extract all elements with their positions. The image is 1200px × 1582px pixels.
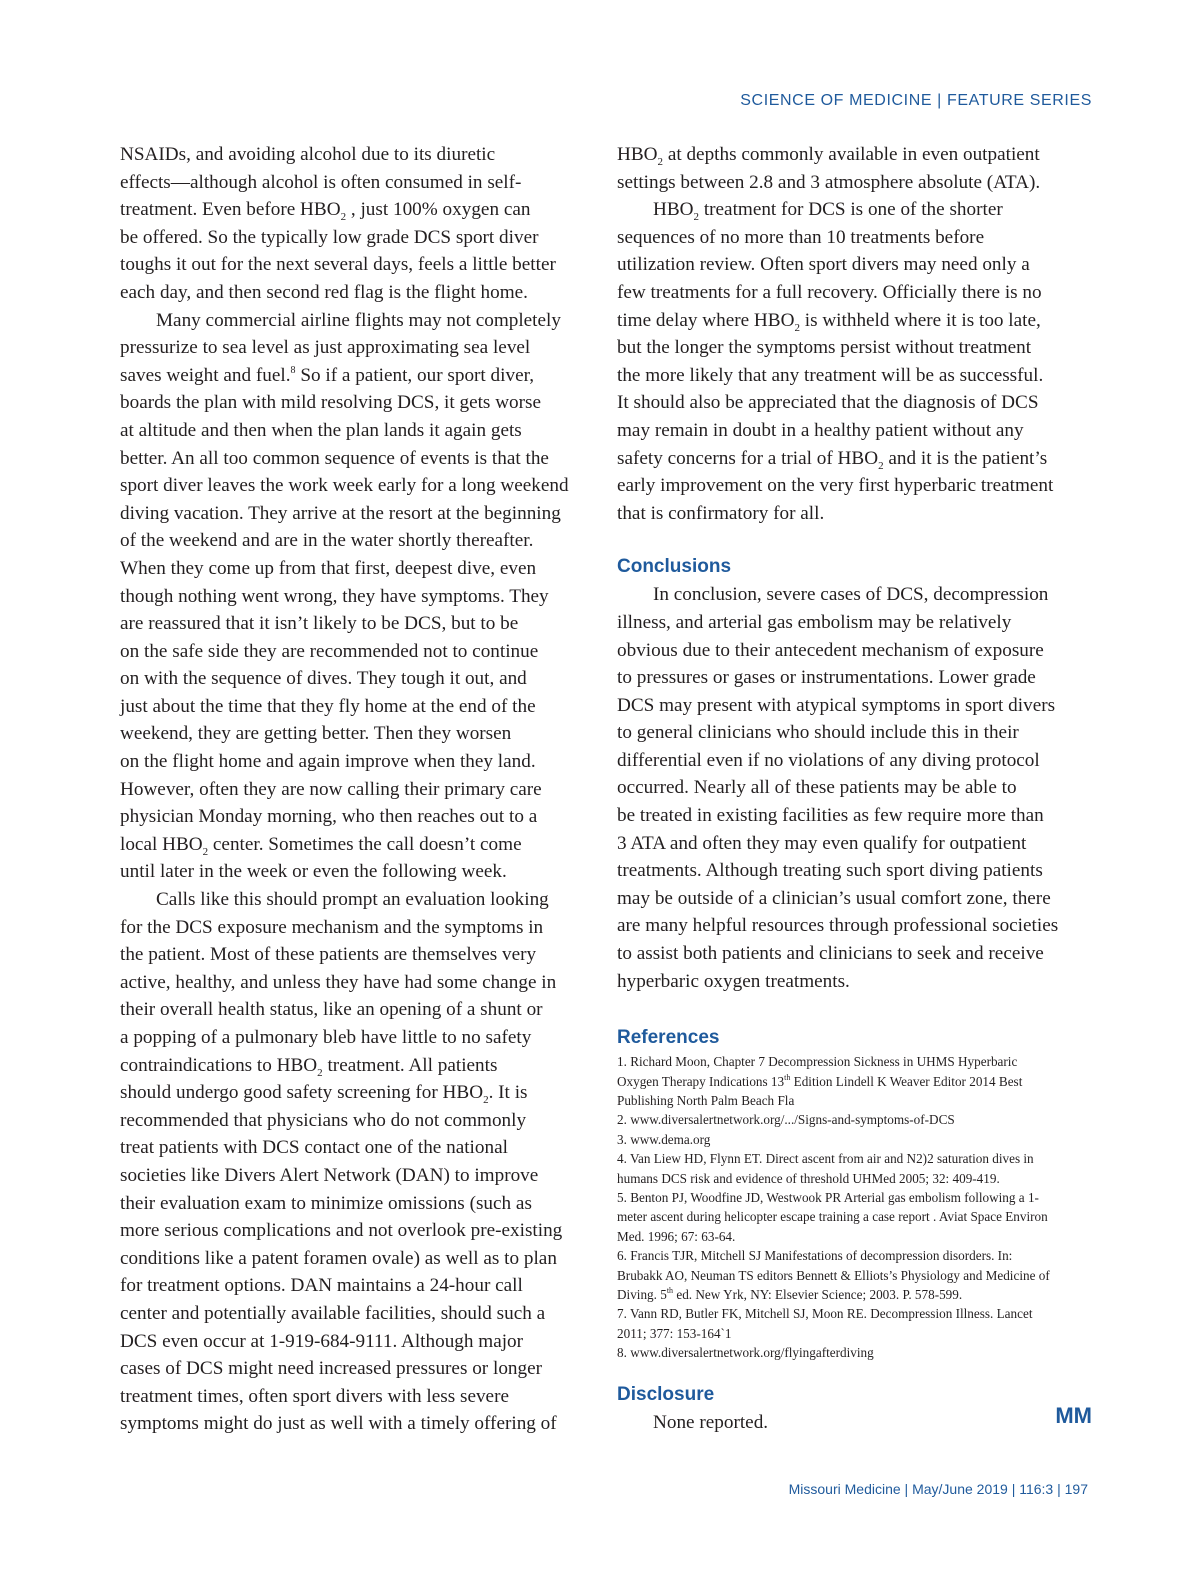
- text-span: few treatments for a full recovery. Officially there is no: [617, 281, 1042, 303]
- text-span: HBO: [653, 199, 694, 221]
- subscript: 2: [794, 321, 800, 334]
- text-span: center and potentially available facilities, should such a: [120, 1302, 546, 1324]
- text-span: physician Monday morning, who then reaches out to a: [120, 806, 538, 828]
- text-span: utilization review. Often sport divers may need only a: [617, 254, 1030, 276]
- text-line: [120, 665, 590, 693]
- text-span: the patient. Most of these patients are themselves very: [120, 944, 537, 966]
- reference-item: [617, 1246, 1092, 1304]
- text-span: DCS may present with atypical symptoms in sport divers: [617, 694, 1056, 716]
- text-line: [120, 472, 590, 500]
- text-line: [120, 251, 590, 279]
- text-line: [120, 914, 590, 942]
- text-span: of the weekend and are in the water shortly thereafter.: [120, 530, 534, 552]
- text-span: may be outside of a clinician’s usual comfort zone, there: [617, 887, 1051, 909]
- text-line: [120, 583, 590, 611]
- text-span: early improvement on the very first hyperbaric treatment: [617, 475, 1054, 497]
- text-line: [120, 279, 590, 307]
- text-span: humans DCS risk and evidence of threshold UHMed 2005; 32: 409-419.: [617, 1170, 1000, 1186]
- superscript: th: [784, 1072, 791, 1082]
- disclosure-text: None reported.: [653, 1412, 769, 1434]
- text-line: [120, 1300, 590, 1328]
- text-line: [617, 747, 1092, 775]
- text-line: [120, 1383, 590, 1411]
- subscript: 2: [693, 211, 700, 224]
- text-line: [120, 1079, 590, 1107]
- reference-item: [617, 1110, 1092, 1129]
- subscript: 2: [340, 211, 347, 224]
- references-heading: References: [617, 1027, 720, 1049]
- text-span: each day, and then second red flag is the flight home.: [120, 281, 528, 303]
- text-span: 8. www.diversalertnetwork.org/flyingafterdiving: [617, 1345, 874, 1361]
- text-line: [120, 610, 590, 638]
- text-span: more serious complications and not overlook pre-existing: [120, 1220, 563, 1242]
- right-column-intro: [617, 141, 1092, 527]
- text-line: [617, 940, 1092, 968]
- text-span: symptoms might do just as well with a timely offering of: [120, 1413, 557, 1435]
- reference-item: [617, 1052, 1092, 1110]
- text-line: [617, 472, 1092, 500]
- text-span: treatment. Even before HBO: [120, 199, 341, 221]
- text-span: sequences of no more than 10 treatments before: [617, 226, 985, 248]
- text-span: but the longer the symptoms persist without treatment: [617, 337, 1032, 359]
- text-span: treatments. Although treating such sport diving patients: [617, 860, 1043, 882]
- reference-line: [617, 1207, 1092, 1226]
- text-span: to pressures or gases or instrumentations. Lower grade: [617, 667, 1036, 689]
- text-line: [120, 803, 590, 831]
- text-line: [120, 417, 590, 445]
- mm-logo: MM: [1055, 1403, 1092, 1428]
- reference-line: [617, 1324, 1092, 1343]
- text-span: recommended that physicians who do not commonly: [120, 1109, 527, 1131]
- text-span: that is confirmatory for all.: [617, 502, 825, 524]
- text-span: toughs it out for the next several days, feels a little better: [120, 254, 556, 276]
- text-span: 4. Van Liew HD, Flynn ET. Direct ascent from air and N2)2 saturation dives in: [617, 1151, 1034, 1167]
- text-span: local HBO: [120, 833, 203, 855]
- superscript: 8: [290, 364, 296, 376]
- text-span: ed. New Yrk, NY: Elsevier Science; 2003. P. 578-599.: [673, 1286, 963, 1302]
- reference-line: [617, 1304, 1092, 1323]
- text-line: [617, 251, 1092, 279]
- text-span: active, healthy, and unless they have had some change in: [120, 971, 557, 993]
- text-line: [120, 638, 590, 666]
- reference-line: [617, 1052, 1092, 1071]
- text-span: , just 100% oxygen can: [346, 199, 531, 221]
- text-span: center. Sometimes the call doesn’t come: [208, 833, 522, 855]
- text-span: Edition Lindell K Weaver Editor 2014 Best: [790, 1073, 1023, 1089]
- text-line: [120, 555, 590, 583]
- reference-line: [617, 1285, 1092, 1304]
- text-line: [120, 996, 590, 1024]
- text-span: on with the sequence of dives. They tough it out, and: [120, 668, 527, 690]
- text-span: time delay where HBO: [617, 309, 795, 331]
- text-span: When they come up from that first, deepest dive, even: [120, 557, 537, 579]
- text-span: conditions like a patent foramen ovale) as well as to plan: [120, 1247, 557, 1269]
- reference-line: [617, 1149, 1092, 1168]
- reference-item: [617, 1188, 1092, 1246]
- text-span: 7. Vann RD, Butler FK, Mitchell SJ, Moon RE. Decompression Illness. Lancet: [617, 1306, 1033, 1322]
- text-span: It should also be appreciated that the diagnosis of DCS: [617, 392, 1039, 414]
- text-line: [617, 664, 1092, 692]
- text-span: So if a patient, our sport diver,: [295, 364, 535, 386]
- text-span: to general clinicians who should include this in their: [617, 722, 1019, 744]
- text-span: . It is: [488, 1082, 528, 1104]
- reference-line: [617, 1091, 1092, 1110]
- text-line: [120, 1134, 590, 1162]
- text-span: for the DCS exposure mechanism and the symptoms in: [120, 916, 544, 938]
- text-span: Many commercial airline flights may not completely: [156, 309, 561, 331]
- subscript: 2: [483, 1094, 489, 1107]
- text-line: [617, 417, 1092, 445]
- text-line: [120, 693, 590, 721]
- text-span: settings between 2.8 and 3 atmosphere absolute (ATA).: [617, 171, 1041, 193]
- text-line: [120, 1410, 590, 1438]
- text-span: saves weight and fuel.: [120, 364, 291, 386]
- text-span: are reassured that it isn’t likely to be DCS, but to be: [120, 613, 519, 635]
- superscript: th: [666, 1285, 674, 1295]
- text-line: [120, 169, 590, 197]
- text-line: [120, 1217, 590, 1245]
- text-line: [120, 776, 590, 804]
- text-line: [617, 857, 1092, 885]
- text-span: on the flight home and again improve when they land.: [120, 751, 536, 773]
- text-span: Oxygen Therapy Indications 13: [617, 1073, 785, 1089]
- text-span: differential even if no violations of any diving protocol: [617, 749, 1040, 771]
- text-line: [120, 969, 590, 997]
- text-span: diving vacation. They arrive at the resort at the beginning: [120, 502, 561, 524]
- text-line: [120, 941, 590, 969]
- running-head: SCIENCE OF MEDICINE | FEATURE SERIES: [740, 92, 1092, 109]
- text-line: [617, 141, 1092, 169]
- text-line: [120, 334, 590, 362]
- text-span: In conclusion, severe cases of DCS, decompression: [653, 584, 1049, 606]
- text-span: at altitude and then when the plan lands it again gets: [120, 419, 522, 441]
- text-span: HBO: [617, 144, 658, 165]
- text-span: treat patients with DCS contact one of the national: [120, 1137, 508, 1159]
- text-line: [617, 885, 1092, 913]
- text-span: effects—although alcohol is often consumed in self-: [120, 171, 522, 193]
- text-span: at depths commonly available in even outpatient: [663, 144, 1040, 165]
- text-span: illness, and arterial gas embolism may be relatively: [617, 611, 1012, 633]
- disclosure-heading: Disclosure: [617, 1384, 715, 1406]
- text-span: just about the time that they fly home at the end of the: [120, 695, 536, 717]
- text-line: [617, 334, 1092, 362]
- subscript: 2: [317, 1066, 323, 1079]
- text-line: [120, 1162, 590, 1190]
- right-column: [617, 141, 1092, 1437]
- text-line: [617, 968, 1092, 996]
- text-span: treatment for DCS is one of the shorter: [699, 199, 1003, 221]
- text-span: sport diver leaves the work week early for a long weekend: [120, 475, 569, 497]
- reference-line: [617, 1072, 1092, 1091]
- reference-item: [617, 1130, 1092, 1149]
- text-span: societies like Divers Alert Network (DAN) to improve: [120, 1164, 539, 1186]
- text-line: [120, 141, 590, 169]
- text-span: and it is the patient’s: [883, 447, 1048, 469]
- reference-line: [617, 1266, 1092, 1285]
- text-line: [120, 1107, 590, 1135]
- text-span: better. An all too common sequence of events is that the: [120, 447, 549, 469]
- text-line: [120, 720, 590, 748]
- subscript: 2: [657, 156, 664, 168]
- text-span: boards the plan with mild resolving DCS, it gets worse: [120, 392, 542, 414]
- text-line: [120, 362, 590, 390]
- text-line: [120, 389, 590, 417]
- text-line: [617, 169, 1092, 197]
- text-line: [120, 307, 590, 335]
- text-line: [120, 1355, 590, 1383]
- text-span: to assist both patients and clinicians to seek and receive: [617, 943, 1044, 965]
- text-line: [120, 1245, 590, 1273]
- reference-item: [617, 1343, 1092, 1362]
- text-span: hyperbaric oxygen treatments.: [617, 970, 850, 992]
- text-span: 3. www.dema.org: [617, 1131, 711, 1147]
- text-span: though nothing went wrong, they have symptoms. They: [120, 585, 549, 607]
- text-span: 6. Francis TJR, Mitchell SJ Manifestations of decompression disorders. In:: [617, 1248, 1013, 1264]
- text-span: for treatment options. DAN maintains a 24-hour call: [120, 1275, 523, 1297]
- references-list: [617, 1052, 1092, 1362]
- text-line: [617, 912, 1092, 940]
- text-line: [617, 307, 1092, 335]
- text-line: [617, 362, 1092, 390]
- text-line: [617, 609, 1092, 637]
- text-line: [617, 500, 1092, 528]
- text-span: their overall health status, like an opening of a shunt or: [120, 999, 543, 1021]
- text-line: [617, 637, 1092, 665]
- text-span: 5. Benton PJ, Woodfine JD, Westwook PR Arterial gas embolism following a 1-: [617, 1189, 1039, 1205]
- text-span: 2011; 377: 153-164`1: [617, 1325, 732, 1341]
- text-span: contraindications to HBO: [120, 1054, 318, 1076]
- text-span: on the safe side they are recommended not to continue: [120, 640, 539, 662]
- text-span: 1. Richard Moon, Chapter 7 Decompression Sickness in UHMS Hyperbaric: [617, 1054, 1018, 1070]
- text-span: 3 ATA and often they may even qualify for outpatient: [617, 832, 1027, 854]
- text-span: the more likely that any treatment will be as successful.: [617, 364, 1044, 386]
- text-span: is withheld where it is too late,: [799, 309, 1041, 331]
- text-line: [120, 858, 590, 886]
- text-line: [617, 279, 1092, 307]
- text-span: Publishing North Palm Beach Fla: [617, 1093, 795, 1108]
- text-line: [617, 692, 1092, 720]
- text-line: [120, 224, 590, 252]
- text-line: [617, 802, 1092, 830]
- reference-line: [617, 1343, 1092, 1362]
- text-line: [120, 1052, 590, 1080]
- text-span: a popping of a pulmonary bleb have little to no safety: [120, 1027, 532, 1048]
- text-span: may remain in doubt in a healthy patient without any: [617, 419, 1024, 441]
- left-column-body: [120, 141, 590, 1438]
- reference-line: [617, 1188, 1092, 1207]
- text-span: are many helpful resources through professional societies: [617, 915, 1059, 937]
- reference-item: [617, 1304, 1092, 1343]
- text-span: until later in the week or even the following week.: [120, 861, 507, 883]
- text-span: Med. 1996; 67: 63-64.: [617, 1228, 736, 1244]
- text-span: NSAIDs, and avoiding alcohol due to its diuretic: [120, 144, 496, 165]
- text-line: [120, 831, 590, 859]
- text-line: [120, 196, 590, 224]
- reference-line: [617, 1246, 1092, 1265]
- text-span: occurred. Nearly all of these patients may be able to: [617, 777, 1017, 799]
- text-span: be treated in existing facilities as few require more than: [617, 805, 1044, 827]
- text-line: [120, 1328, 590, 1356]
- text-span: Calls like this should prompt an evaluation looking: [156, 889, 549, 911]
- conclusions-heading: Conclusions: [617, 556, 732, 578]
- text-span: be offered. So the typically low grade DCS sport diver: [120, 226, 539, 248]
- text-line: [120, 500, 590, 528]
- reference-item: [617, 1149, 1092, 1188]
- text-span: cases of DCS might need increased pressures or longer: [120, 1358, 543, 1380]
- text-span: pressurize to sea level as just approximating sea level: [120, 337, 531, 359]
- text-line: [617, 196, 1092, 224]
- text-line: [617, 719, 1092, 747]
- text-line: [617, 830, 1092, 858]
- text-line: [120, 1190, 590, 1218]
- reference-line: [617, 1227, 1092, 1246]
- text-span: should undergo good safety screening for HBO: [120, 1082, 484, 1104]
- conclusions-body: [617, 581, 1092, 995]
- text-span: Diving. 5: [617, 1286, 667, 1302]
- subscript: 2: [202, 845, 209, 858]
- text-line: [617, 224, 1092, 252]
- text-span: meter ascent during helicopter escape training a case report . Aviat Space Environ: [617, 1209, 1048, 1225]
- text-span: However, often they are now calling their primary care: [120, 778, 542, 800]
- text-line: [120, 1272, 590, 1300]
- text-line: [617, 581, 1092, 609]
- text-line: [120, 886, 590, 914]
- left-column: [120, 141, 590, 1438]
- text-span: 2. www.diversalertnetwork.org/.../Signs-and-symptoms-of-DCS: [617, 1112, 955, 1128]
- text-span: Brubakk AO, Neuman TS editors Bennett & Elliots’s Physiology and Medicine of: [617, 1267, 1050, 1283]
- text-line: [617, 445, 1092, 473]
- text-line: [120, 748, 590, 776]
- text-span: DCS even occur at 1-919-684-9111. Although major: [120, 1330, 524, 1352]
- reference-line: [617, 1130, 1092, 1149]
- text-line: [120, 1024, 590, 1052]
- text-span: treatment. All patients: [322, 1054, 498, 1076]
- text-line: [120, 527, 590, 555]
- text-span: weekend, they are getting better. Then they worsen: [120, 723, 512, 745]
- subscript: 2: [878, 459, 884, 472]
- text-span: safety concerns for a trial of HBO: [617, 447, 879, 469]
- reference-line: [617, 1110, 1092, 1129]
- text-line: [617, 389, 1092, 417]
- text-line: [120, 445, 590, 473]
- text-line: [617, 774, 1092, 802]
- text-span: their evaluation exam to minimize omissions (such as: [120, 1192, 532, 1214]
- text-span: obvious due to their antecedent mechanism of exposure: [617, 639, 1044, 661]
- text-span: treatment times, often sport divers with less severe: [120, 1385, 509, 1407]
- reference-line: [617, 1169, 1092, 1188]
- page-footer: Missouri Medicine | May/June 2019 | 116:3 | 197: [788, 1481, 1088, 1497]
